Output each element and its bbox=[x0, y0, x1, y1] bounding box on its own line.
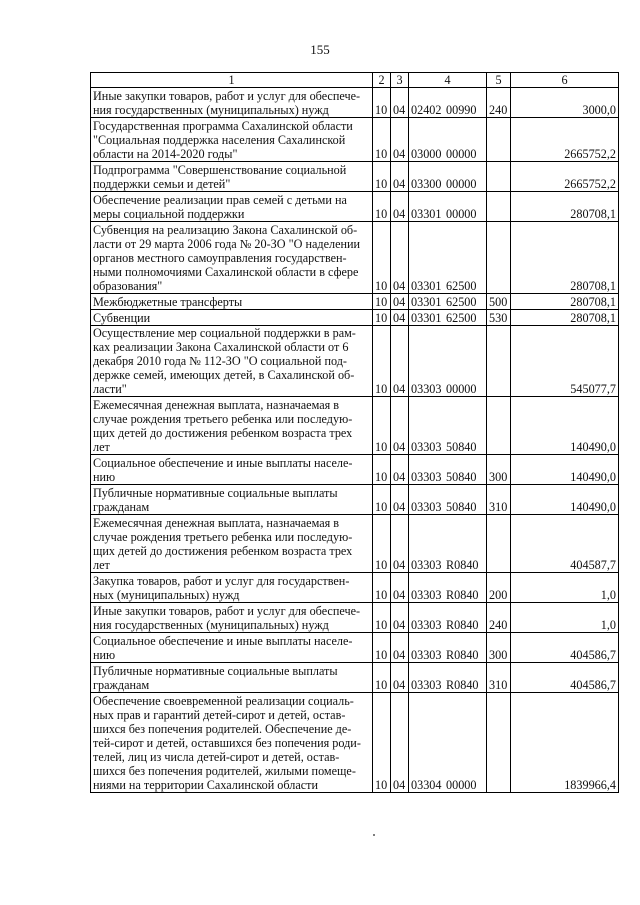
row-amount: 545077,7 bbox=[511, 326, 619, 397]
row-subsection: 04 bbox=[391, 326, 409, 397]
target-code-program: 03303 bbox=[411, 470, 442, 484]
row-target-code bbox=[409, 693, 487, 793]
target-code-program: 03301 bbox=[411, 311, 442, 325]
row-name: Социальное обеспечение и иные выплаты населе-нию bbox=[91, 455, 373, 485]
target-code-direction: 50840 bbox=[446, 500, 477, 514]
row-expense-type bbox=[487, 118, 511, 162]
row-subsection: 04 bbox=[391, 222, 409, 294]
row-name: Иные закупки товаров, работ и услуг для обеспече-ния государственных (муниципальных) нужд bbox=[91, 603, 373, 633]
row-section: 10 bbox=[373, 118, 391, 162]
target-code-direction: R0840 bbox=[446, 648, 479, 662]
row-section: 10 bbox=[373, 633, 391, 663]
table-row bbox=[91, 573, 619, 603]
row-subsection: 04 bbox=[391, 515, 409, 573]
row-name: Подпрограмма "Совершенствование социальной поддержки семьи и детей" bbox=[91, 162, 373, 192]
target-code-direction: 50840 bbox=[446, 440, 477, 454]
page-number: 155 bbox=[310, 42, 330, 57]
table-row bbox=[91, 162, 619, 192]
row-amount: 404586,7 bbox=[511, 663, 619, 693]
target-code-direction: R0840 bbox=[446, 588, 479, 602]
row-amount: 1,0 bbox=[511, 573, 619, 603]
header-col-4: 4 bbox=[409, 73, 487, 88]
header-col-6: 6 bbox=[511, 73, 619, 88]
row-expense-type bbox=[487, 515, 511, 573]
row-name: Социальное обеспечение и иные выплаты населе-нию bbox=[91, 633, 373, 663]
row-subsection: 04 bbox=[391, 485, 409, 515]
target-code-program: 03303 bbox=[411, 382, 442, 396]
row-subsection: 04 bbox=[391, 633, 409, 663]
row-subsection: 04 bbox=[391, 603, 409, 633]
row-name: Иные закупки товаров, работ и услуг для обеспече-ния государственных (муниципальных) нужд bbox=[91, 88, 373, 118]
header-col-1: 1 bbox=[91, 73, 373, 88]
scan-speck bbox=[373, 834, 375, 836]
row-name: Ежемесячная денежная выплата, назначаемая в случае рождения третьего ребенка или последую-щих детей до достижения ребенком возраста трех лет bbox=[91, 515, 373, 573]
row-name: Ежемесячная денежная выплата, назначаемая в случае рождения третьего ребенка или последую-щих детей до достижения ребенком возраста трех лет bbox=[91, 397, 373, 455]
row-expense-type: 240 bbox=[487, 88, 511, 118]
row-target-code bbox=[409, 310, 487, 326]
target-code-program: 03300 bbox=[411, 177, 442, 191]
table-body bbox=[91, 88, 619, 793]
row-target-code bbox=[409, 88, 487, 118]
row-subsection: 04 bbox=[391, 663, 409, 693]
row-target-code bbox=[409, 397, 487, 455]
row-expense-type: 240 bbox=[487, 603, 511, 633]
target-code-program: 03303 bbox=[411, 618, 442, 632]
row-amount: 140490,0 bbox=[511, 455, 619, 485]
row-section: 10 bbox=[373, 326, 391, 397]
row-amount: 280708,1 bbox=[511, 192, 619, 222]
row-expense-type: 300 bbox=[487, 633, 511, 663]
row-expense-type: 530 bbox=[487, 310, 511, 326]
row-section: 10 bbox=[373, 192, 391, 222]
target-code-program: 03303 bbox=[411, 558, 442, 572]
target-code-direction: R0840 bbox=[446, 558, 479, 572]
table-row bbox=[91, 455, 619, 485]
row-name: Государственная программа Сахалинской области "Социальная поддержка населения Сахалинской области на 2014-2020 годы" bbox=[91, 118, 373, 162]
row-name: Публичные нормативные социальные выплаты гражданам bbox=[91, 663, 373, 693]
row-subsection: 04 bbox=[391, 455, 409, 485]
row-target-code bbox=[409, 633, 487, 663]
target-code-program: 02402 bbox=[411, 103, 442, 117]
table-row bbox=[91, 603, 619, 633]
row-target-code bbox=[409, 663, 487, 693]
budget-table bbox=[90, 72, 619, 793]
row-target-code bbox=[409, 515, 487, 573]
row-subsection: 04 bbox=[391, 397, 409, 455]
row-amount: 1839966,4 bbox=[511, 693, 619, 793]
row-section: 10 bbox=[373, 162, 391, 192]
row-amount: 2665752,2 bbox=[511, 162, 619, 192]
target-code-direction: 62500 bbox=[446, 279, 477, 293]
row-target-code bbox=[409, 222, 487, 294]
target-code-program: 03301 bbox=[411, 207, 442, 221]
target-code-direction: 00990 bbox=[446, 103, 477, 117]
row-expense-type bbox=[487, 222, 511, 294]
row-section: 10 bbox=[373, 485, 391, 515]
row-section: 10 bbox=[373, 515, 391, 573]
row-section: 10 bbox=[373, 663, 391, 693]
table-row bbox=[91, 326, 619, 397]
row-target-code bbox=[409, 192, 487, 222]
target-code-program: 03303 bbox=[411, 440, 442, 454]
row-name: Субвенции bbox=[91, 310, 373, 326]
row-amount: 1,0 bbox=[511, 603, 619, 633]
row-expense-type: 200 bbox=[487, 573, 511, 603]
table-row bbox=[91, 310, 619, 326]
row-section: 10 bbox=[373, 397, 391, 455]
row-amount: 280708,1 bbox=[511, 222, 619, 294]
row-name: Обеспечение реализации прав семей с детьми на меры социальной поддержки bbox=[91, 192, 373, 222]
row-amount: 2665752,2 bbox=[511, 118, 619, 162]
row-amount: 404586,7 bbox=[511, 633, 619, 663]
row-target-code bbox=[409, 603, 487, 633]
target-code-direction: 00000 bbox=[446, 382, 477, 396]
target-code-program: 03303 bbox=[411, 678, 442, 692]
row-expense-type bbox=[487, 397, 511, 455]
row-section: 10 bbox=[373, 603, 391, 633]
table-row bbox=[91, 192, 619, 222]
row-expense-type bbox=[487, 326, 511, 397]
header-col-3: 3 bbox=[391, 73, 409, 88]
row-section: 10 bbox=[373, 573, 391, 603]
target-code-program: 03301 bbox=[411, 295, 442, 309]
row-amount: 140490,0 bbox=[511, 397, 619, 455]
row-name: Межбюджетные трансферты bbox=[91, 294, 373, 310]
target-code-program: 03303 bbox=[411, 648, 442, 662]
row-expense-type bbox=[487, 162, 511, 192]
row-amount: 280708,1 bbox=[511, 310, 619, 326]
row-name: Закупка товаров, работ и услуг для государствен-ных (муниципальных) нужд bbox=[91, 573, 373, 603]
row-subsection: 04 bbox=[391, 693, 409, 793]
row-section: 10 bbox=[373, 222, 391, 294]
target-code-direction: 62500 bbox=[446, 295, 477, 309]
row-name: Обеспечение своевременной реализации социаль-ных прав и гарантий детей-сирот и детей, остав-шихся без попечения родителей. Обеспечение де-тей-сирот и детей, оставшихся без попечения роди-телей, лиц из числа детей-сирот и детей, остав-шихся без попечения родителей, жилыми помеще-ниями на территории Сахалинской области bbox=[91, 693, 373, 793]
table-row bbox=[91, 222, 619, 294]
table-header-row bbox=[91, 73, 619, 88]
row-expense-type bbox=[487, 192, 511, 222]
table-row bbox=[91, 118, 619, 162]
row-target-code bbox=[409, 294, 487, 310]
target-code-direction: R0840 bbox=[446, 618, 479, 632]
row-subsection: 04 bbox=[391, 192, 409, 222]
row-amount: 3000,0 bbox=[511, 88, 619, 118]
target-code-direction: 00000 bbox=[446, 207, 477, 221]
row-amount: 404587,7 bbox=[511, 515, 619, 573]
row-target-code bbox=[409, 455, 487, 485]
row-target-code bbox=[409, 573, 487, 603]
table-row bbox=[91, 663, 619, 693]
row-subsection: 04 bbox=[391, 88, 409, 118]
target-code-program: 03301 bbox=[411, 279, 442, 293]
row-target-code bbox=[409, 326, 487, 397]
row-expense-type: 300 bbox=[487, 455, 511, 485]
table-row bbox=[91, 633, 619, 663]
row-subsection: 04 bbox=[391, 573, 409, 603]
row-section: 10 bbox=[373, 693, 391, 793]
target-code-direction: R0840 bbox=[446, 678, 479, 692]
target-code-direction: 00000 bbox=[446, 778, 477, 792]
row-name: Публичные нормативные социальные выплаты гражданам bbox=[91, 485, 373, 515]
table-row bbox=[91, 294, 619, 310]
row-expense-type: 310 bbox=[487, 485, 511, 515]
row-name: Осуществление мер социальной поддержки в рам-ках реализации Закона Сахалинской области от 6 декабря 2010 года № 112-ЗО "О социальной под-держке семей, имеющих детей, в Сахалинской об-ласти" bbox=[91, 326, 373, 397]
target-code-program: 03303 bbox=[411, 500, 442, 514]
row-subsection: 04 bbox=[391, 118, 409, 162]
target-code-program: 03304 bbox=[411, 778, 442, 792]
table-row bbox=[91, 515, 619, 573]
row-name: Субвенция на реализацию Закона Сахалинской об-ласти от 29 марта 2006 года № 20-ЗО "О наделении органов местного самоуправления государствен-ными полномочиями Сахалинской области в сфере образования" bbox=[91, 222, 373, 294]
target-code-direction: 62500 bbox=[446, 311, 477, 325]
table-row bbox=[91, 693, 619, 793]
target-code-direction: 00000 bbox=[446, 147, 477, 161]
target-code-direction: 00000 bbox=[446, 177, 477, 191]
row-subsection: 04 bbox=[391, 162, 409, 192]
row-amount: 280708,1 bbox=[511, 294, 619, 310]
row-expense-type bbox=[487, 693, 511, 793]
table-row bbox=[91, 397, 619, 455]
row-subsection: 04 bbox=[391, 294, 409, 310]
row-expense-type: 500 bbox=[487, 294, 511, 310]
header-col-2: 2 bbox=[373, 73, 391, 88]
row-target-code bbox=[409, 162, 487, 192]
row-amount: 140490,0 bbox=[511, 485, 619, 515]
table-row bbox=[91, 485, 619, 515]
row-section: 10 bbox=[373, 455, 391, 485]
row-section: 10 bbox=[373, 294, 391, 310]
row-target-code bbox=[409, 485, 487, 515]
row-section: 10 bbox=[373, 310, 391, 326]
table-row bbox=[91, 88, 619, 118]
target-code-program: 03000 bbox=[411, 147, 442, 161]
target-code-program: 03303 bbox=[411, 588, 442, 602]
row-subsection: 04 bbox=[391, 310, 409, 326]
row-section: 10 bbox=[373, 88, 391, 118]
budget-table-container bbox=[90, 72, 619, 793]
row-expense-type: 310 bbox=[487, 663, 511, 693]
header-col-5: 5 bbox=[487, 73, 511, 88]
row-target-code bbox=[409, 118, 487, 162]
target-code-direction: 50840 bbox=[446, 470, 477, 484]
